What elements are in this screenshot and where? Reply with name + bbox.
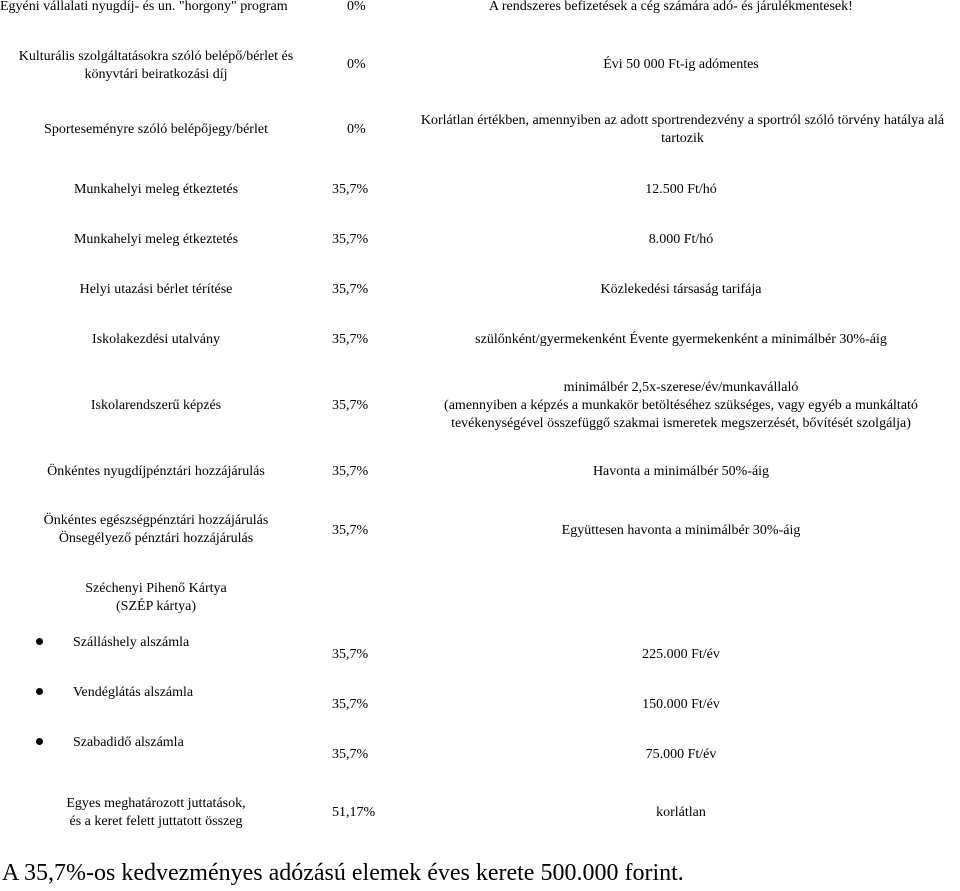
tax-rate: 35,7% (332, 747, 369, 762)
limit-text: 150.000 Ft/év (642, 697, 720, 712)
limit-text: minimálbér 2,5x-szerese/év/munkavállaló (amennyiben a képzés a munkakör betöltéséhez szükséges, vagy egyéb a munkáltató tevékenységével összefüggő szakmai ismeretek megszerzését, bővítését szolgálja) (444, 380, 918, 431)
benefit-name: Iskolakezdési utalvány (92, 332, 220, 347)
szep-card-title: Széchenyi Pihenő Kártya (SZÉP kártya) (85, 581, 227, 614)
tax-rate: 0% (347, 57, 366, 72)
benefit-name: Munkahelyi meleg étkeztetés (73, 232, 239, 247)
bullet-icon (36, 738, 43, 745)
benefit-name: Kulturális szolgáltatásokra szóló belépő/bérlet és könyvtári beiratkozási díj (18, 49, 294, 82)
tax-rate: 35,7% (332, 332, 369, 347)
limit-text: Korlátlan értékben, amennyiben az adott sportrendezvény a sportról szóló törvény hatálya alá tartozik (420, 113, 945, 146)
benefit-name: Egyéni vállalati nyugdíj- és un. "horgony" program (0, 0, 288, 14)
bullet-icon (36, 688, 43, 695)
limit-text: szülőnként/gyermekenként Évente gyermekenként a minimálbér 30%-áig (475, 332, 887, 347)
limit-text: Közlekedési társaság tarifája (600, 282, 762, 297)
tax-rate: 35,7% (332, 647, 369, 662)
limit-text: Havonta a minimálbér 50%-áig (592, 464, 770, 479)
bullet-icon (36, 638, 43, 645)
tax-rate: 35,7% (332, 182, 369, 197)
tax-rate: 35,7% (332, 697, 369, 712)
tax-rate: 0% (347, 122, 366, 137)
limit-text: 225.000 Ft/év (642, 647, 720, 662)
benefit-name: Egyes meghatározott juttatások, és a keret felett juttatott összeg (66, 796, 246, 829)
tax-rate: 51,17% (332, 805, 376, 820)
annual-limit-note: A 35,7%-os kedvezményes adózású elemek éves kerete 500.000 forint. (2, 860, 684, 886)
tax-rate: 35,7% (332, 464, 369, 479)
tax-rate: 35,7% (332, 282, 369, 297)
limit-text: Évi 50 000 Ft-ig adómentes (603, 57, 759, 72)
benefit-name: Sporteseményre szóló belépőjegy/bérlet (44, 122, 268, 137)
benefit-name: Önkéntes egészségpénztári hozzájárulás Önsegélyező pénztári hozzájárulás (43, 513, 269, 546)
limit-text: Együttesen havonta a minimálbér 30%-áig (561, 523, 801, 538)
limit-text: 8.000 Ft/hó (648, 232, 714, 247)
szep-item-name: Szabadidő alszámla (73, 735, 184, 750)
szep-item-name: Vendéglátás alszámla (73, 685, 194, 700)
benefit-name: Önkéntes nyugdíjpénztári hozzájárulás (47, 464, 265, 479)
benefit-name: Iskolarendszerű képzés (90, 398, 222, 413)
limit-text: 75.000 Ft/év (645, 747, 717, 762)
limit-text: A rendszeres befizetések a cég számára adó- és járulékmentesek! (489, 0, 853, 14)
szep-item-name: Szálláshely alszámla (73, 635, 190, 650)
benefit-name: Munkahelyi meleg étkeztetés (73, 182, 239, 197)
tax-rate: 0% (347, 0, 366, 14)
limit-text: 12.500 Ft/hó (645, 182, 717, 197)
limit-text: korlátlan (656, 805, 706, 820)
tax-rate: 35,7% (332, 523, 369, 538)
benefit-name: Helyi utazási bérlet térítése (79, 282, 233, 297)
tax-rate: 35,7% (332, 398, 369, 413)
tax-rate: 35,7% (332, 232, 369, 247)
